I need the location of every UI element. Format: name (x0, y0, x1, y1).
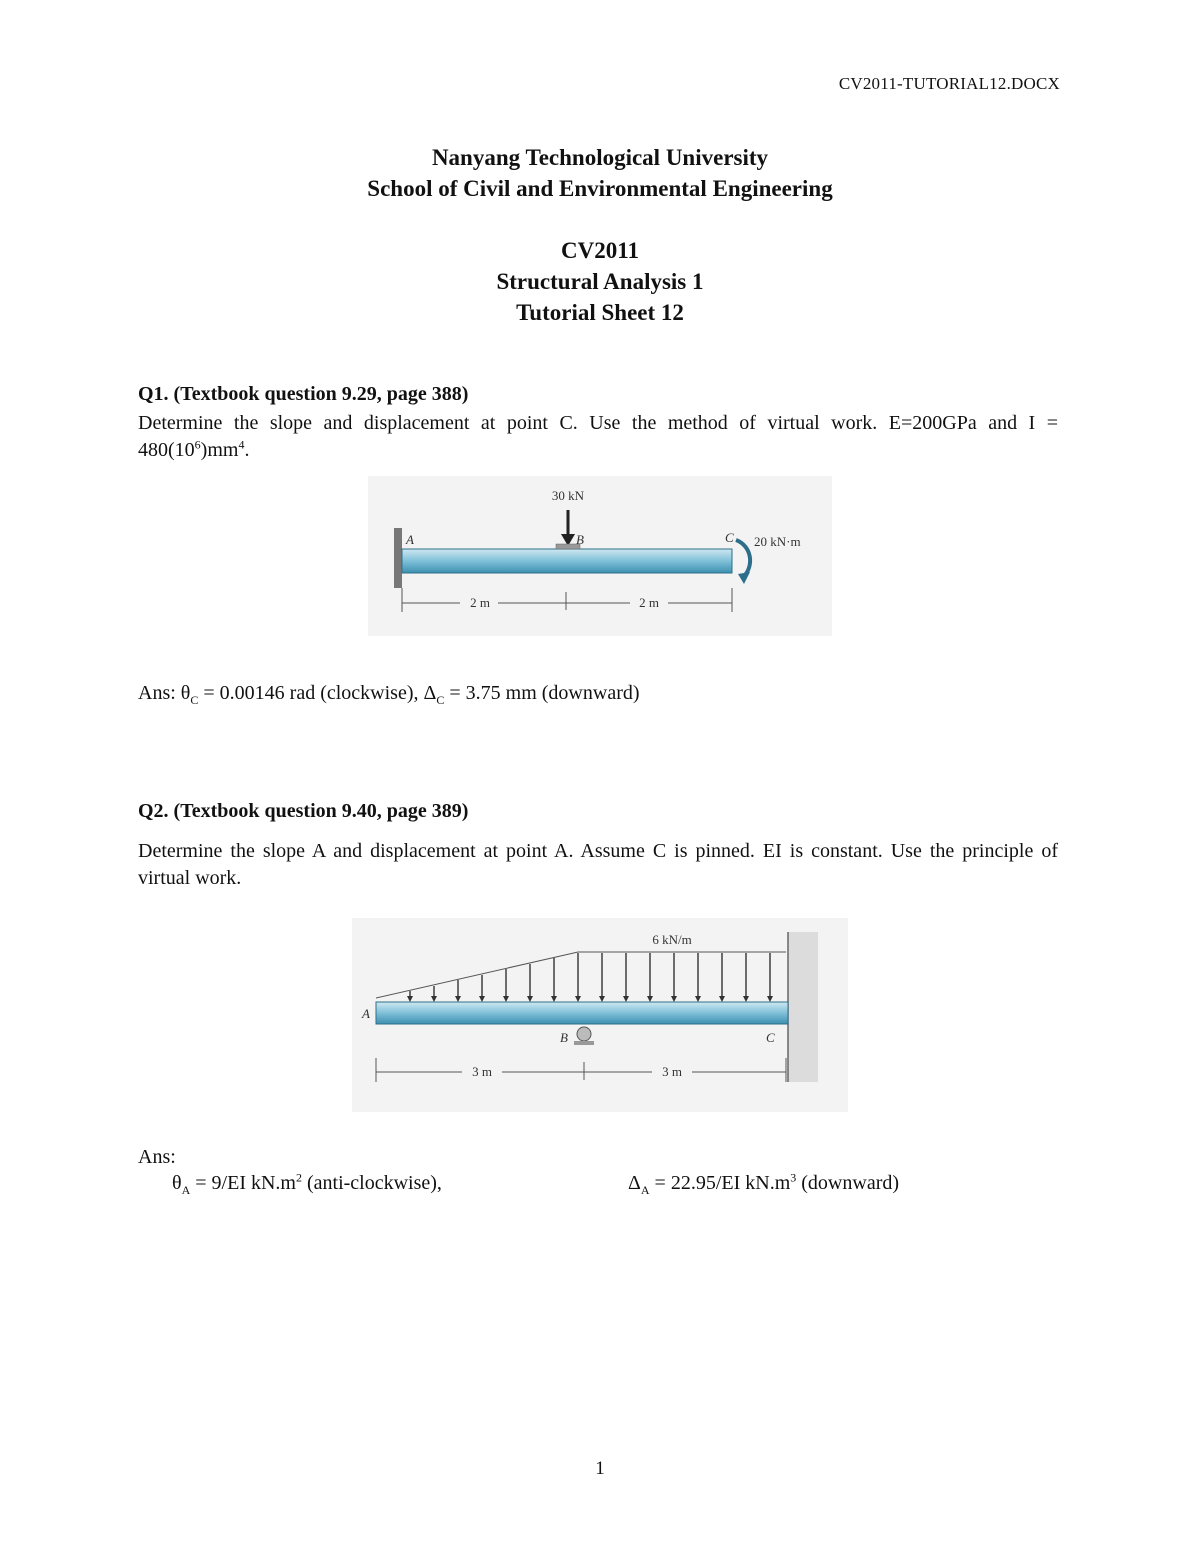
fixed-support-wall (394, 528, 402, 588)
delta-symbol: Δ (628, 1172, 641, 1194)
q1-exp-6: 6 (194, 437, 201, 452)
q2-answer-delta (628, 1172, 899, 1195)
course-code: CV2011 (561, 238, 639, 263)
wall-support (788, 932, 818, 1082)
q1-beam-figure (368, 476, 832, 636)
theta-exp: 2 (295, 1170, 302, 1185)
q1-answer-sub-c2: C (436, 693, 445, 707)
theta-sub: A (181, 1183, 191, 1197)
theta-symbol: θ (172, 1172, 182, 1194)
delta-exp: 3 (790, 1170, 797, 1185)
school-name: School of Civil and Environmental Engineering (367, 176, 833, 201)
q1-span-1: 2 m (470, 595, 490, 610)
q2-beam-figure (352, 918, 848, 1112)
q1-answer (138, 682, 640, 705)
beam (376, 1002, 788, 1024)
q2-point-c: C (766, 1030, 775, 1045)
q1-point-a: A (406, 532, 414, 547)
q2-point-a: A (362, 1006, 370, 1021)
delta-direction: (downward) (796, 1172, 900, 1194)
theta-direction: (anti-clockwise), (301, 1172, 442, 1194)
delta-value: = 22.95/EI kN.m (649, 1172, 791, 1194)
course-block (0, 235, 1200, 328)
q2-heading: Q2. (Textbook question 9.40, page 389) (138, 800, 469, 822)
q1-text-a: Determine the slope and displacement at point C. Use the method of virtual work. E=200GPa and I = 480(10 (138, 412, 1058, 461)
q1-text-c: . (244, 439, 250, 461)
sheet-title: Tutorial Sheet 12 (516, 300, 684, 325)
q1-answer-mid: = 0.00146 rad (clockwise), Δ (198, 682, 437, 704)
q2-answer-label: Ans: (138, 1146, 176, 1168)
q2-point-b: B (560, 1030, 568, 1045)
q1-point-c: C (725, 530, 734, 545)
q1-answer-suffix: = 3.75 mm (downward) (444, 682, 640, 704)
title-block (0, 142, 1200, 204)
q1-point-b: B (576, 532, 584, 547)
document-reference: CV2011-TUTORIAL12.DOCX (838, 74, 1060, 93)
q2-load-label: 6 kN/m (652, 932, 692, 947)
q2-span-1: 3 m (472, 1064, 492, 1079)
q1-load-label: 30 kN (551, 488, 585, 503)
q1-text (138, 410, 1058, 464)
q1-moment-label: 20 kN·m (754, 534, 801, 549)
q2-answer-theta (172, 1172, 442, 1195)
q1-heading: Q1. (Textbook question 9.29, page 388) (138, 383, 469, 405)
q1-exp-4: 4 (238, 437, 245, 452)
q2-span-2: 3 m (662, 1064, 682, 1079)
delta-sub: A (640, 1183, 650, 1197)
q1-answer-sub-c: C (190, 693, 199, 707)
course-name: Structural Analysis 1 (496, 269, 704, 294)
page-number: 1 (595, 1458, 605, 1479)
q1-text-b: )mm (200, 439, 239, 461)
roller-support (577, 1027, 591, 1041)
q1-answer-prefix: Ans: θ (138, 682, 191, 704)
beam (402, 549, 732, 573)
q1-span-2: 2 m (639, 595, 659, 610)
university-name: Nanyang Technological University (431, 145, 769, 170)
q2-text: Determine the slope A and displacement at point A. Assume C is pinned. EI is constant. Use the principle of virtual work. (138, 840, 1058, 889)
theta-value: = 9/EI kN.m (190, 1172, 296, 1194)
